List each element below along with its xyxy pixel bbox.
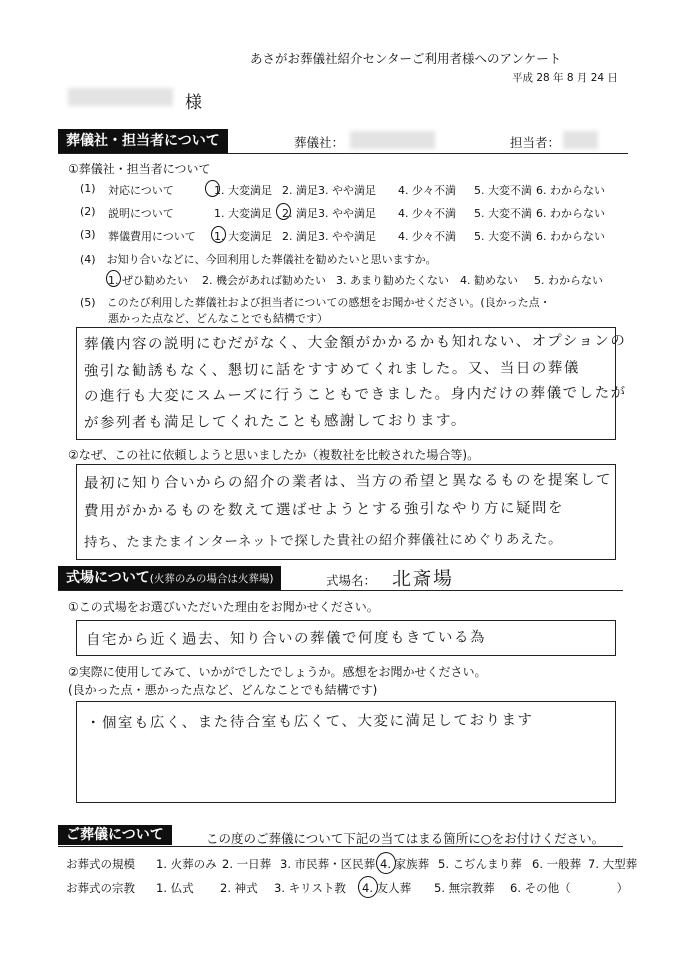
venue-label: 式場名： bbox=[326, 573, 377, 588]
redacted-name bbox=[68, 88, 173, 106]
handwritten-line: 葬儀内容の説明にむだがなく、大金額がかかるかも知れない、オプションの bbox=[83, 333, 627, 353]
option[interactable]: 1. 大変満足 bbox=[214, 230, 272, 243]
q2-heading: ②なぜ、この社に依頼しようと思いましたか（複数社を比較された場合等)。 bbox=[68, 448, 480, 462]
option[interactable]: 1. 仏式 bbox=[156, 881, 194, 895]
option[interactable]: 5. こぢんまり葬 bbox=[438, 857, 522, 871]
handwritten-line: 費用がかかるものを数えて選ばせようとする強引なやり方に疑問を bbox=[83, 500, 565, 520]
venue-section-note: (火葬のみの場合は火葬場) bbox=[149, 573, 274, 585]
option[interactable]: 7. 大型葬 bbox=[588, 857, 638, 871]
rating-label: 説明について bbox=[108, 207, 174, 220]
option[interactable]: 3. やや満足 bbox=[318, 230, 376, 243]
rating-row bbox=[80, 205, 640, 221]
option[interactable]: 4. 家族葬 bbox=[380, 857, 430, 871]
rating-num: (3) bbox=[80, 228, 96, 241]
option[interactable]: 6. わからない bbox=[536, 230, 605, 243]
company-label: 葬儀社： bbox=[294, 135, 345, 150]
selection-circle bbox=[376, 852, 396, 874]
option[interactable]: 5. 大変不満 bbox=[474, 184, 532, 197]
rating-label: 葬儀費用について bbox=[108, 230, 196, 243]
option[interactable]: 3. やや満足 bbox=[318, 184, 376, 197]
survey-date: 平成 28 年 8 月 24 日 bbox=[512, 72, 618, 84]
staff-label: 担当者： bbox=[510, 135, 561, 150]
handwritten-line: 持ち、たまたまインターネットで探した貴社の紹介葬儀社にめぐりあえた。 bbox=[83, 531, 563, 551]
option[interactable]: 4. 少々不満 bbox=[398, 184, 456, 197]
selection-circle bbox=[276, 203, 291, 220]
venue-name: 北斎場 bbox=[391, 567, 454, 591]
venue-q1-heading: ①この式場をお選びいただいた理由をお聞かせください。 bbox=[68, 600, 379, 614]
selection-circle bbox=[106, 270, 121, 287]
religion-label: お葬式の宗教 bbox=[66, 881, 135, 895]
handwritten-line: ・個室も広く、また待合室も広くて、大変に満足しております bbox=[85, 712, 534, 732]
option[interactable]: 3. あまり勧めたくない bbox=[336, 274, 449, 287]
handwritten-line: が参列者も満足してくれたことも感謝しております。 bbox=[83, 412, 467, 432]
redacted-staff bbox=[563, 131, 598, 149]
funeral-instruction: この度のご葬儀について下記の当てはまる箇所に○をお付けください。 bbox=[206, 831, 605, 846]
option[interactable]: 2. 満足 bbox=[282, 207, 318, 220]
option[interactable]: 5. 大変不満 bbox=[474, 230, 532, 243]
venue-q2-sub: (良かった点・悪かった点など、どんなことでも結構です) bbox=[68, 683, 378, 697]
rating-num: (2) bbox=[80, 205, 96, 218]
option[interactable]: 3. キリスト教 bbox=[274, 881, 346, 895]
venue-q2-heading: ②実際に使用してみて、いかがでしたでしょうか。感想をお聞かせください。 bbox=[68, 665, 487, 679]
section-funeral-company-title: 葬儀社・担当者について bbox=[58, 129, 228, 153]
q4-options bbox=[80, 272, 640, 288]
option[interactable]: 4. 少々不満 bbox=[398, 207, 456, 220]
option[interactable]: 4. 友人葬 bbox=[362, 881, 412, 895]
section3-divider bbox=[58, 846, 623, 847]
option[interactable]: 5. わからない bbox=[534, 274, 603, 287]
option[interactable]: 6. わからない bbox=[536, 207, 605, 220]
option[interactable]: 3. 市民葬・区民葬 bbox=[280, 857, 376, 871]
religion-row bbox=[66, 880, 636, 896]
q1-heading: ①葬儀社・担当者について bbox=[68, 162, 211, 176]
option[interactable]: 1. 火葬のみ bbox=[156, 857, 217, 871]
option[interactable]: 5. 大変不満 bbox=[474, 207, 532, 220]
q5-text: (5) このたび利用した葬儀社および担当者についての感想をお聞かせください。(良かった点・ bbox=[80, 296, 551, 309]
option[interactable]: 4. 勧めない bbox=[460, 274, 518, 287]
option[interactable]: 2. 機会があれば勧めたい bbox=[202, 274, 326, 287]
option[interactable]: 2. 満足 bbox=[282, 230, 318, 243]
handwritten-line: 強引な勧誘もなく、懇切に話をすすめてくれました。又、当日の葬儀 bbox=[83, 360, 580, 380]
option[interactable]: 1. ぜひ勧めたい bbox=[108, 274, 188, 287]
venue-section-title: 式場について bbox=[66, 570, 150, 586]
section1-divider bbox=[58, 153, 628, 154]
section-venue-title bbox=[58, 566, 281, 590]
handwritten-line: の進行も大変にスムーズに行うこともできました。身内だけの葬儀でしたが bbox=[83, 385, 627, 405]
rating-label: 対応について bbox=[108, 184, 174, 197]
honorific: 様 bbox=[185, 93, 202, 113]
option[interactable]: 6. わからない bbox=[536, 184, 605, 197]
option[interactable]: 4. 少々不満 bbox=[398, 230, 456, 243]
option[interactable]: 2. 一日葬 bbox=[222, 857, 272, 871]
option[interactable]: 2. 満足 bbox=[282, 184, 318, 197]
option[interactable]: 1. 大変満足 bbox=[214, 207, 272, 220]
selection-circle bbox=[205, 180, 220, 197]
rating-num: (1) bbox=[80, 182, 96, 195]
section-funeral-title: ご葬儀について bbox=[58, 825, 172, 845]
scale-label: お葬式の規模 bbox=[66, 857, 135, 871]
section2-divider bbox=[58, 590, 623, 591]
redacted-company bbox=[350, 131, 435, 149]
q5-text-cont: 悪かった点など、どんなことでも結構です） bbox=[108, 312, 328, 325]
option[interactable]: 2. 神式 bbox=[220, 881, 258, 895]
selection-circle bbox=[211, 226, 226, 243]
selection-circle bbox=[358, 876, 378, 898]
handwritten-line: 最初に知り合いからの紹介の業者は、当方の希望と異なるものを提案して bbox=[83, 472, 613, 492]
scale-row bbox=[66, 856, 636, 872]
option[interactable]: 6. その他（ ） bbox=[510, 881, 629, 895]
option[interactable]: 6. 一般葬 bbox=[532, 857, 582, 871]
survey-title: あさがお葬儀社紹介センターご利用者様へのアンケート bbox=[250, 51, 562, 66]
option[interactable]: 1. 大変満足 bbox=[214, 184, 272, 197]
rating-row bbox=[80, 182, 640, 198]
option[interactable]: 3. やや満足 bbox=[318, 207, 376, 220]
option[interactable]: 5. 無宗教葬 bbox=[434, 881, 495, 895]
q4-text: (4) お知り合いなどに、今回利用した葬儀社を勧めたいと思いますか。 bbox=[80, 253, 437, 266]
rating-row bbox=[80, 228, 640, 244]
handwritten-line: 自宅から近く過去、知り合いの葬儀で何度もきている為 bbox=[85, 629, 487, 649]
